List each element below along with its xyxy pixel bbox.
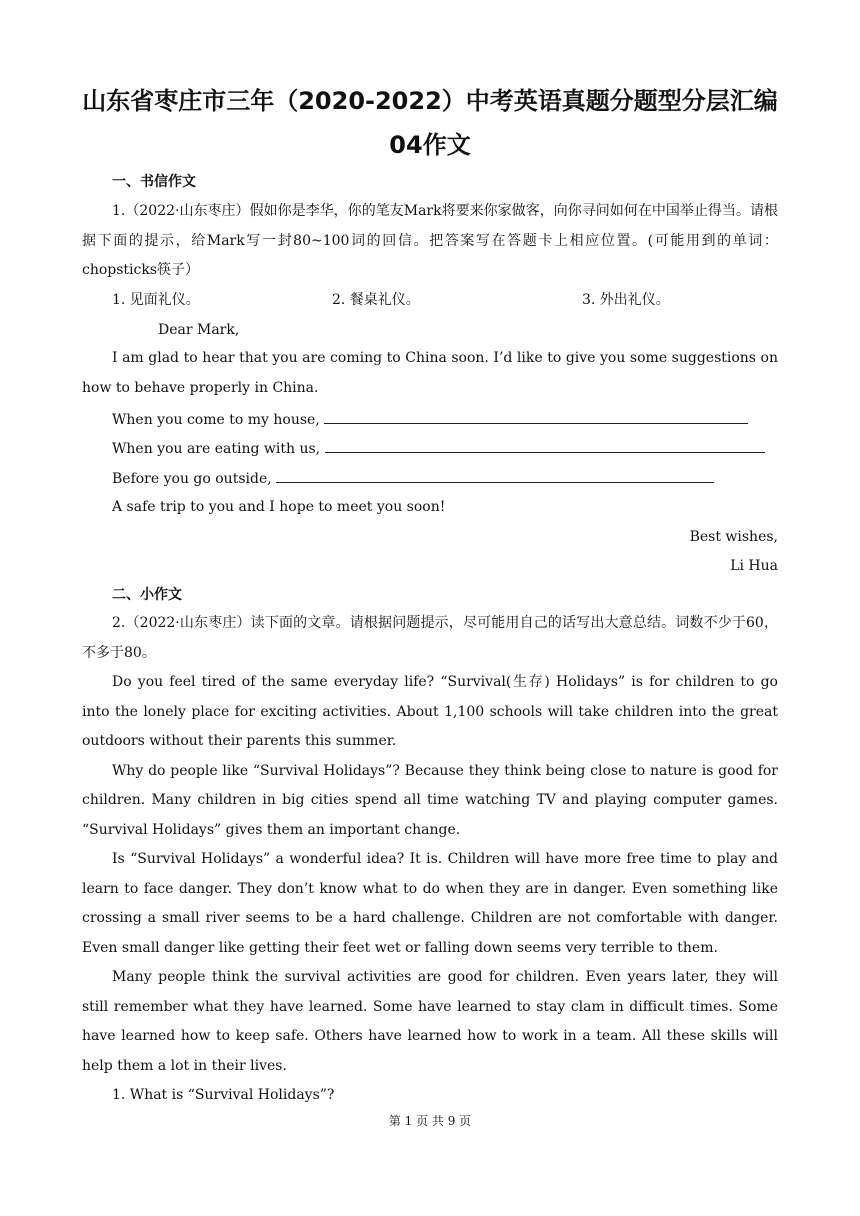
letter-line-2-text: When you are eating with us, (112, 441, 321, 457)
letter-line-1 (112, 409, 748, 430)
document-title: 山东省枣庄市三年（2020-2022）中考英语真题分题型分层汇编 (82, 87, 778, 115)
tip-2: 2. 餐桌礼仪。 (332, 292, 420, 308)
letter-line-2 (112, 438, 765, 459)
article-paragraph-1: Do you feel tired of the same everyday life? “Survival(生存) Holidays” is for children to go into the lonely place for exciting activities. About 1,100 schools will take children into the great outdoors without their parents this summer. (82, 674, 778, 749)
document-subtitle: 04作文 (389, 131, 471, 159)
summary-prompt-1: 1. What is “Survival Holidays”? (112, 1087, 335, 1103)
letter-line-3-text: Before you go outside, (112, 471, 272, 487)
reading-block (82, 609, 778, 1111)
question-1-prompt: 1.（2022·山东枣庄）假如你是李华，你的笔友Mark将要来你家做客，向你寻问如何在中国举止得当。请根据下面的提示，给Mark写一封80~100词的回信。把答案写在答题卡上相应位置。(可能用到的单词：chopsticks筷子） (82, 203, 778, 278)
tip-1: 1. 见面礼仪。 (112, 292, 200, 308)
letter-line-3 (112, 468, 714, 489)
answer-blank-2[interactable] (325, 438, 765, 453)
page-footer: 第 1 页 共 9 页 (388, 1114, 472, 1128)
section-heading-summary: 二、小作文 (112, 587, 182, 603)
article-paragraph-2: Why do people like “Survival Holidays”? Because they think being close to nature is good for children. Many children in big cities spend all time watching TV and playing computer games. “Survival Holidays” gives them an important change. (82, 762, 778, 838)
section-heading-letter: 一、书信作文 (112, 174, 196, 190)
letter-sign-off: Best wishes, (689, 529, 778, 545)
letter-line-1-text: When you come to my house, (112, 412, 320, 428)
article-paragraph-4: Many people think the survival activities are good for children. Even years later, they will still remember what they have learned. Some have learned to stay clam in difficult times. Some have learned how to keep safe. Others have learned how to work in a team. All these skills will help them a lot in their lives. (82, 969, 778, 1074)
tip-3: 3. 外出礼仪。 (582, 292, 670, 308)
letter-intro: I am glad to hear that you are coming to China soon. I’d like to give you some suggestions on how to behave properly in China. (82, 350, 778, 396)
letter-closing-line: A safe trip to you and I hope to meet you soon! (112, 499, 446, 515)
letter-signature: Li Hua (730, 558, 778, 574)
question-1-text (82, 197, 778, 286)
article-paragraph-3: Is “Survival Holidays” a wonderful idea? It is. Children will have more free time to play and learn to face danger. They don’t know what to do when they are in danger. Even something like crossing a small river seems to be a hard challenge. Children are not comfortable with danger. Even small danger like getting their feet wet or falling down seems very terrible to them. (82, 851, 778, 956)
answer-blank-1[interactable] (324, 409, 748, 424)
question-2-prompt: 2.（2022·山东枣庄）读下面的文章。请根据问题提示，尽可能用自己的话写出大意总结。词数不少于60，不多于80。 (82, 615, 778, 661)
letter-greeting: Dear Mark, (158, 322, 240, 338)
letter-intro-block (82, 344, 778, 403)
answer-blank-3[interactable] (276, 468, 714, 483)
